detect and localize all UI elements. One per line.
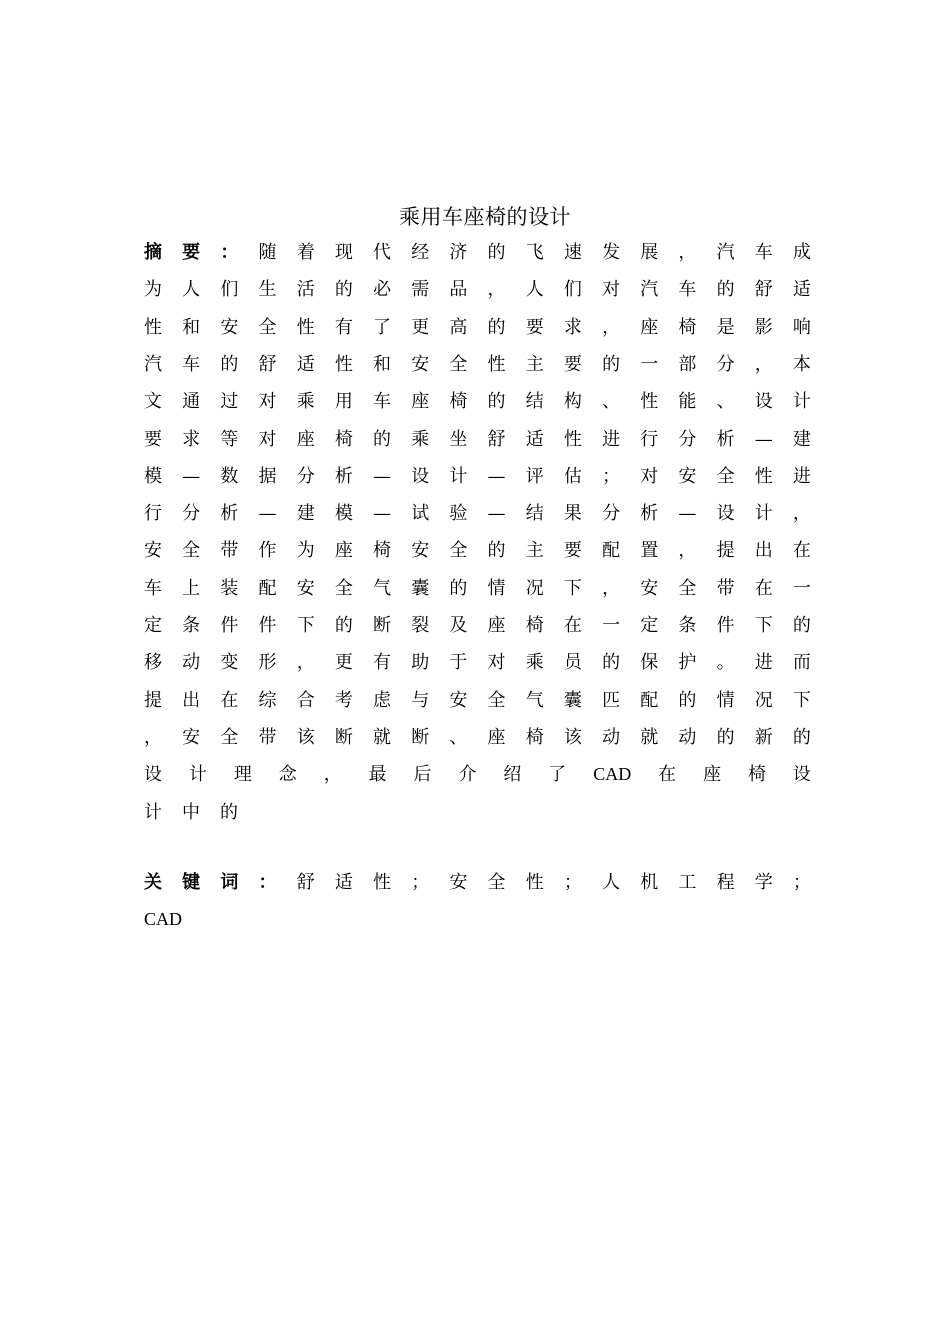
abstract-line: ， 安 全 带 该 断 就 断 、 座 椅 该 动 就 动 的 新 的	[144, 726, 811, 748]
document-title: 乘用车座椅的设计	[399, 205, 571, 229]
abstract-line: 定 条 件 件 下 的 断 裂 及 座 椅 在 一 定 条 件 下 的	[144, 615, 811, 636]
abstract-line: 提 出 在 综 合 考 虑 与 安 全 气 囊 匹 配 的 情 况 下	[144, 689, 811, 711]
abstract-line: 计 中 的	[144, 801, 238, 823]
abstract-line: 模 — 数 据 分 析 — 设 计 — 评 估 ； 对 安 全 性 进	[144, 465, 811, 487]
abstract-line: 性 和 安 全 性 有 了 更 高 的 要 求 ， 座 椅 是 影 响	[144, 316, 811, 338]
keywords-line: CAD	[144, 909, 183, 930]
abstract-line: 车 上 装 配 安 全 气 囊 的 情 况 下 ， 安 全 带 在 一	[144, 577, 811, 599]
abstract-line: 移 动 变 形 ， 更 有 助 于 对 乘 员 的 保 护 。 进 而	[144, 652, 811, 674]
abstract-line: 为 人 们 生 活 的 必 需 品 ， 人 们 对 汽 车 的 舒 适	[144, 279, 811, 301]
keywords-line: 关 键 词 ： 舒 适 性 ； 安 全 性 ； 人 机 工 程 学 ；	[144, 872, 811, 893]
abstract-line: 要 求 等 对 座 椅 的 乘 坐 舒 适 性 进 行 分 析 — 建	[144, 428, 811, 450]
abstract-line: 安 全 带 作 为 座 椅 安 全 的 主 要 配 置 ， 提 出 在	[144, 540, 811, 562]
abstract-line: 行 分 析 — 建 模 — 试 验 — 结 果 分 析 — 设 计 ，	[144, 503, 811, 525]
abstract-line: 设 计 理 念 ， 最 后 介 绍 了 CAD 在 座 椅 设	[144, 764, 811, 786]
abstract-line: 汽 车 的 舒 适 性 和 安 全 性 主 要 的 一 部 分 ， 本	[144, 353, 811, 375]
abstract-line: 文 通 过 对 乘 用 车 座 椅 的 结 构 、 性 能 、 设 计	[144, 391, 811, 413]
abstract-line: 摘 要 ： 随 着 现 代 经 济 的 飞 速 发 展 ， 汽 车 成	[144, 242, 811, 263]
